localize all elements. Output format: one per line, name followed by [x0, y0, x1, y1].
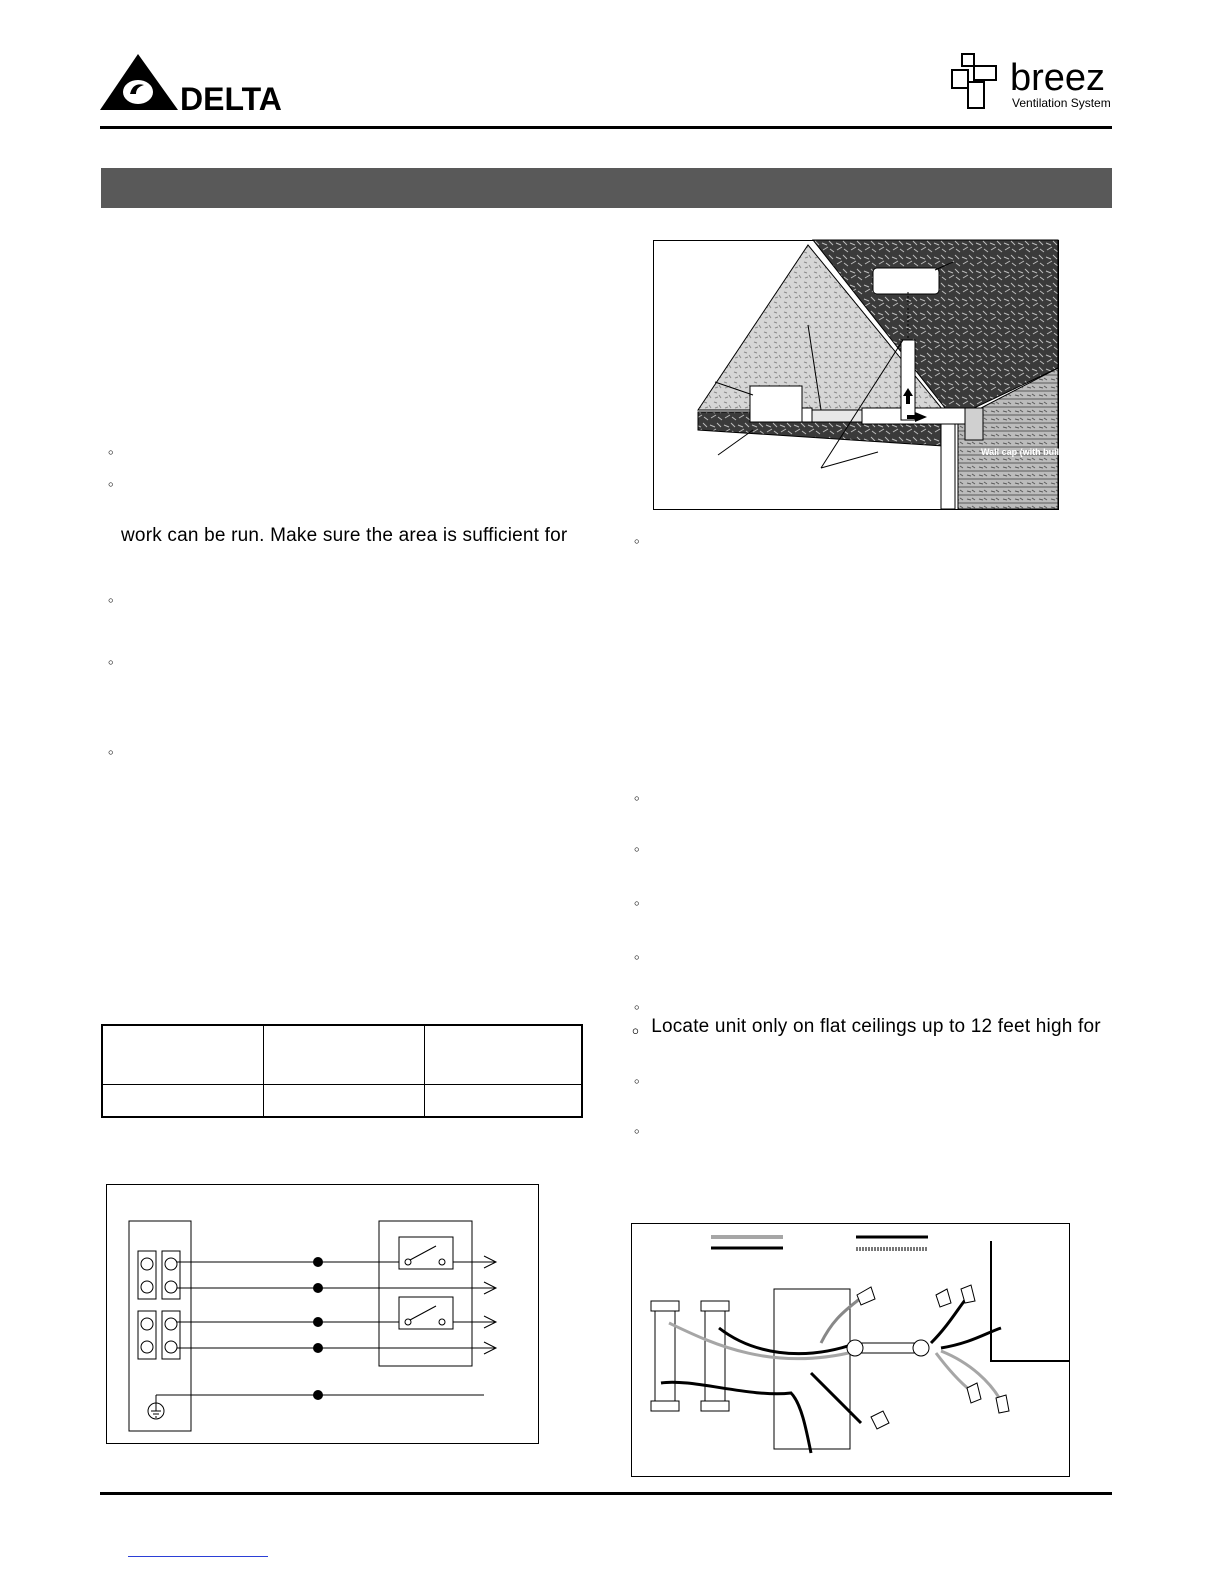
table-cell: [425, 1085, 583, 1118]
left-bullet-3: 。: [108, 588, 124, 605]
right-bullet-1: 。: [634, 529, 650, 546]
left-bullet-5: 。: [108, 740, 124, 757]
junction-box-wiring-figure: [631, 1223, 1071, 1478]
table-cell: [102, 1085, 264, 1118]
left-paragraph-fragment: work can be run. Make sure the area is sufficient for: [121, 525, 568, 546]
table-header-row: [102, 1025, 582, 1085]
breez-tagline: Ventilation System: [1012, 96, 1111, 110]
table-header-cell: [264, 1025, 425, 1085]
breez-logo: [948, 48, 1118, 114]
table-header-cell: [102, 1025, 264, 1085]
attic-installation-figure: [653, 240, 1112, 510]
table-header-cell: [425, 1025, 583, 1085]
header-rule: [100, 126, 1112, 129]
right-bullet-3: 。: [634, 837, 650, 854]
footer-link-underline[interactable]: [128, 1556, 268, 1557]
right-bullet-5: 。: [634, 945, 650, 962]
delta-logo: [100, 52, 290, 117]
breez-wordmark: breez: [1010, 57, 1106, 99]
footer-rule: [100, 1492, 1112, 1495]
delta-wordmark: DELTA: [180, 81, 282, 117]
left-bullet-2: 。: [108, 472, 124, 489]
spec-table: [101, 1024, 583, 1118]
right-bullet-8: 。: [634, 1119, 650, 1136]
left-bullet-1: 。: [108, 440, 124, 457]
right-bullet-4: 。: [634, 891, 650, 908]
wall-cap-callout: Wall cap (with built-in damper): [981, 447, 1112, 457]
wiring-schematic-figure: [106, 1184, 540, 1444]
section-title-bar: [101, 168, 1112, 208]
right-locate-text: 。Locate unit only on flat ceilings up to 12 feet high for: [632, 1016, 1101, 1037]
table-row: [102, 1085, 582, 1118]
table-cell: [264, 1085, 425, 1118]
left-bullet-4: 。: [108, 650, 124, 667]
right-bullet-7: 。: [634, 1069, 650, 1086]
right-bullet-2: 。: [634, 786, 650, 803]
right-bullet-6: 。: [634, 995, 650, 1012]
